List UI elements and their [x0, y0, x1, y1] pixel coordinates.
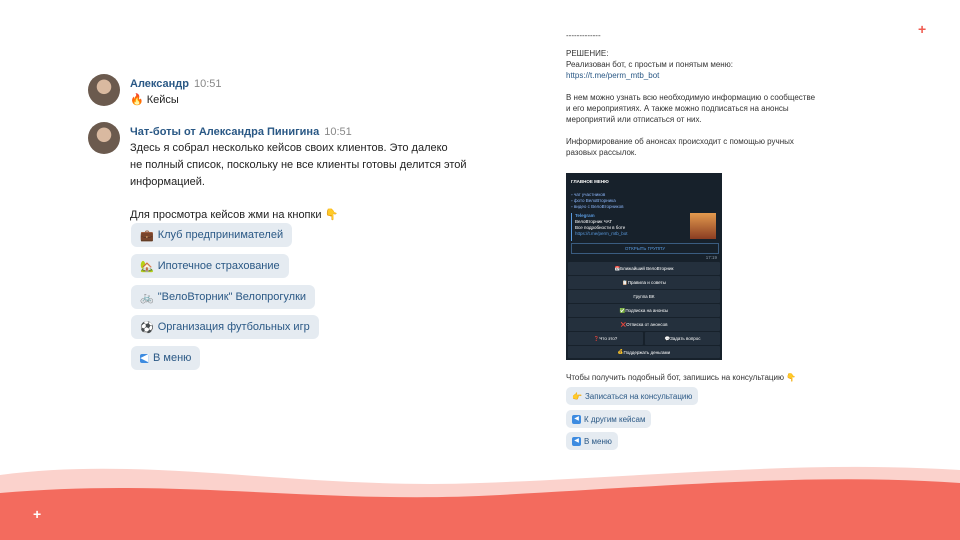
house-emoji-icon: 🏡 [140, 260, 154, 273]
plus-icon: + [918, 21, 927, 37]
keyboard-button-club[interactable]: 💼 Клуб предпринимателей [131, 223, 292, 247]
menu-button[interactable]: ◀ В меню [566, 432, 618, 450]
tg-card-image [690, 213, 716, 239]
bottom-wave [0, 455, 960, 540]
telegram-bot-screenshot [566, 173, 722, 360]
tg-button: 💬 Задать вопрос [645, 332, 720, 345]
tg-button: Группа ВК [568, 290, 720, 303]
other-cases-button[interactable]: ◀ К другим кейсам [566, 410, 651, 428]
message [88, 74, 222, 109]
back-arrow-icon: ◀ [572, 415, 581, 424]
tg-button: 📋 Правила и советы [568, 276, 720, 289]
back-arrow-icon: ◀ [140, 351, 149, 364]
tg-button: 📅 Ближайший ВелоВторник [568, 262, 720, 275]
keyboard-button-football[interactable]: ⚽ Организация футбольных игр [131, 315, 319, 339]
pointing-hand-icon: 👉 [572, 391, 582, 401]
fire-emoji-icon: 🔥 [130, 94, 144, 106]
plus-icon: + [33, 506, 42, 522]
tg-button: ❓ Что это? [568, 332, 643, 345]
divider-text: ------------- [566, 31, 601, 40]
tg-header: ГЛАВНОЕ МЕНЮ [571, 179, 609, 184]
tg-open-group-button: ОТКРЫТЬ ГРУППУ [571, 243, 719, 254]
pointing-down-icon: 👇 [324, 209, 339, 221]
book-consultation-button[interactable]: 👉 Записаться на консультацию [566, 387, 698, 405]
avatar[interactable] [88, 122, 120, 154]
tg-button: ✅ Подписка на анонсы [568, 304, 720, 317]
keyboard-button-velotuesday[interactable]: 🚲 "ВелоВторник" Велопрогулки [131, 285, 315, 309]
message [88, 122, 467, 224]
tg-link-card: Telegram ВелоВторник ЧАТ Все подробности в боте https://t.me/perm_mtb_bot [571, 213, 707, 241]
message-time: 10:51 [324, 126, 352, 138]
keyboard-button-menu[interactable]: ◀ В меню [131, 346, 200, 370]
bot-link[interactable]: https://t.me/perm_mtb_bot [566, 71, 660, 80]
cta-text: Чтобы получить подобный бот, запишись на консультацию 👇 [566, 373, 797, 382]
tg-button: ❌ Отписка от анонсов [568, 318, 720, 331]
back-arrow-icon: ◀ [572, 437, 581, 446]
avatar[interactable] [88, 74, 120, 106]
tg-list: ▫ чат участников ▫ фото ВелоВторника ▫ видео с ВелоВторников [571, 192, 624, 209]
message-text: Кейсы [146, 94, 179, 106]
pointing-down-icon: 👇 [786, 373, 797, 382]
solution-block: РЕШЕНИЕ: Реализован бот, с простым и понятым меню: https://t.me/perm_mtb_bot В нем можно узнать всю необходимую информацию о сообществе и его мероприятиях. А также можно подписаться на анонсы мероприятий или отписаться от них. Информирование об анонсах происходит с помощью ручных разовых рассылок. [566, 49, 816, 157]
briefcase-emoji-icon: 💼 [140, 229, 154, 242]
author-name[interactable]: Александр [130, 78, 189, 90]
author-name[interactable]: Чат-боты от Александра Пинигина [130, 126, 320, 138]
message-text: Здесь я собрал несколько кейсов своих клиентов. Это далеко не полный список, поскольку не все клиенты готовы делится этой информацией. Для просмотра кейсов жми на кнопки 👇 [130, 142, 467, 221]
tg-time: 17:19 [705, 255, 717, 260]
keyboard-button-mortgage[interactable]: 🏡 Ипотечное страхование [131, 254, 289, 278]
soccer-ball-emoji-icon: ⚽ [140, 321, 154, 334]
bicycle-emoji-icon: 🚲 [140, 291, 154, 304]
message-time: 10:51 [193, 78, 222, 90]
tg-button: 💰 Поддержать деньгами [568, 346, 720, 358]
